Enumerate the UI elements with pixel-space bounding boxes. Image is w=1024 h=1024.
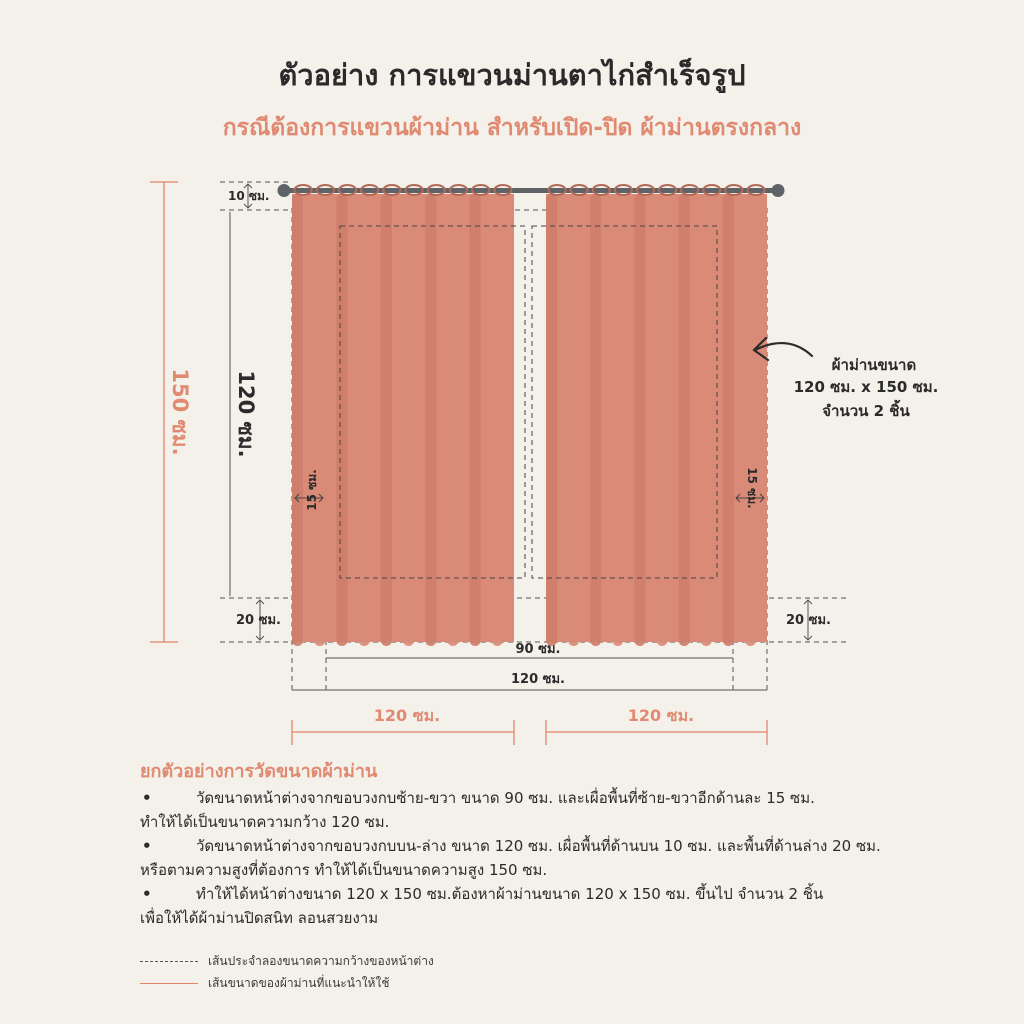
instructions-heading: ยกตัวอย่างการวัดขนาดผ้าม่าน (140, 761, 378, 782)
callout-line-1: ผ้าม่านขนาด (831, 356, 917, 374)
solid-line-swatch (140, 983, 198, 984)
rod-finial-right (772, 184, 785, 197)
curtain-pleat (314, 194, 325, 646)
bullet-icon: • (142, 837, 152, 855)
bottom-gap-right-label: 20 ซม. (786, 613, 831, 628)
legend-label: เส้นประจำลองขนาดความกว้างของหน้าต่าง (208, 954, 434, 968)
panel-left-width-label: 120 ซม. (373, 706, 441, 725)
window-width-label: 90 ซม. (515, 642, 561, 657)
side-right-label: 15 ซม. (745, 467, 759, 509)
list-item (140, 882, 1000, 930)
page-subtitle: กรณีต้องการแขวนผ้าม่าน สำหรับเปิด-ปิด ผ้าม่านตรงกลาง (222, 115, 802, 141)
window-height-label: 120 ซม. (234, 370, 258, 458)
list-item-line: ทำให้ได้หน้าต่างขนาด 120 x 150 ซม.ต้องหาผ้าม่านขนาด 120 x 150 ซม. ขึ้นไป จำนวน 2 ชิ้น (196, 885, 824, 903)
callout-line-2: 120 ซม. x 150 ซม. (793, 378, 939, 396)
list-item-line: วัดขนาดหน้าต่างจากขอบวงกบซ้าย-ขวา ขนาด 90 ซม. และเผื่อพื้นที่ซ้าย-ขวาอีกด้านละ 15 ซม. (196, 789, 815, 807)
side-left-label: 15 ซม. (305, 469, 319, 511)
rod-finial-left (278, 184, 291, 197)
bullet-icon: • (142, 789, 152, 807)
instructions-list (140, 786, 1000, 930)
list-item-line: เพื่อให้ได้ผ้าม่านปิดสนิท ลอนสวยงาม (140, 909, 379, 927)
top-gap-label: 10 ซม. (228, 189, 270, 203)
legend-label: เส้นขนาดของผ้าม่านที่แนะนำให้ใช้ (208, 976, 390, 990)
total-width-label: 120 ซม. (511, 672, 565, 687)
list-item (140, 786, 1000, 834)
curtain-pleat (745, 194, 756, 646)
total-height-label: 150 ซม. (168, 368, 192, 456)
list-item-line: หรือตามความสูงที่ต้องการ ทำให้ได้เป็นขนาดความสูง 150 ซม. (140, 861, 548, 879)
list-item (140, 834, 1000, 882)
panel-right-width-label: 120 ซม. (627, 706, 695, 725)
page-title: ตัวอย่าง การแขวนม่านตาไก่สำเร็จรูป (278, 58, 746, 92)
bottom-gap-left-label: 20 ซม. (236, 613, 281, 628)
list-item-line: ทำให้ได้เป็นขนาดความกว้าง 120 ซม. (140, 813, 390, 831)
dashed-line-swatch (140, 961, 198, 962)
curtain-pleat (723, 194, 734, 646)
list-item-line: วัดขนาดหน้าต่างจากขอบวงกบบน-ล่าง ขนาด 120 ซม. เผื่อพื้นที่ด้านบน 10 ซม. และพื้นที่ด้านล่าง 20 ซม. (196, 837, 881, 855)
bullet-icon: • (142, 885, 152, 903)
callout-line-3: จำนวน 2 ชิ้น (822, 402, 910, 420)
curtain-pleat (292, 194, 303, 646)
